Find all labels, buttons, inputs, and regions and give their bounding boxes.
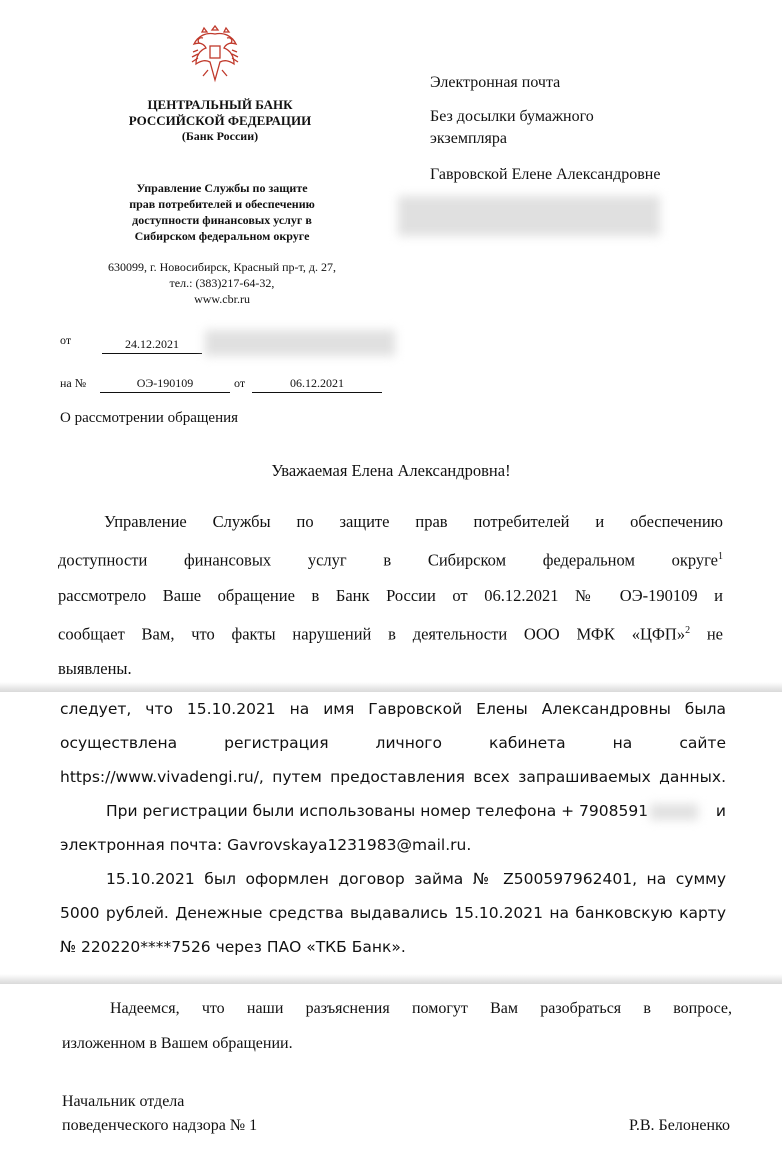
ref-from-label: от (234, 376, 246, 390)
text-line: 5000 рублей. Денежные средства выдавались 15.10.2021 на банковскую карту (60, 904, 726, 922)
ref-label: на № (60, 376, 87, 390)
text-line (58, 539, 723, 578)
paragraph-main (58, 504, 723, 686)
paragraph-details (60, 692, 726, 964)
recipient-channel: Электронная почта (430, 74, 561, 91)
address-line: www.cbr.ru (194, 292, 250, 306)
greeting: Уважаемая Елена Александровна! (271, 461, 511, 480)
recipient-name: Гавровской Елене Александровне (430, 166, 661, 183)
text-line: 15.10.2021 был оформлен договор займа № Z500597962401, на сумму (106, 870, 726, 888)
text-line: Надеемся, что наши разъяснения помогут Вам разобраться в вопросе, (110, 1000, 732, 1017)
ref-number: ОЭ-190109 (100, 376, 230, 393)
bank-name (100, 97, 340, 129)
recipient-delivery-line: Без досылки бумажного (430, 108, 594, 125)
text-span: и (715, 802, 726, 820)
text-line (60, 794, 726, 828)
redacted-number (205, 330, 395, 356)
department-name (98, 180, 346, 244)
redacted-recipient-address (398, 196, 660, 236)
ref-date: 06.12.2021 (252, 376, 382, 393)
text-line: осуществлена регистрация личного кабинета на сайте (60, 734, 726, 752)
subject-line: О рассмотрении обращения (60, 410, 239, 426)
recipient-delivery-line: экземпляра (430, 130, 507, 147)
text-line: Управление Службы по защите прав потребителей и обеспечению (104, 512, 723, 531)
text-span: не (690, 624, 724, 643)
paragraph-closing (62, 991, 732, 1061)
text-line (58, 613, 723, 652)
text-line: https://www.vivadengi.ru/, путем предоставления всех запрашиваемых данных. (60, 768, 726, 786)
footnote-ref: 2 (685, 624, 691, 636)
text-line: электронная почта: Gavrovskaya1231983@mail.ru. (60, 836, 472, 854)
department-line: прав потребителей и обеспечению (129, 197, 315, 211)
text-line: выявлены. (58, 659, 132, 678)
page-fragment-divider (0, 682, 782, 692)
department-line: Управление Службы по защите (136, 181, 308, 195)
text-line: № 220220****7526 через ПАО «ТКБ Банк». (60, 938, 406, 956)
eagle-emblem-icon (186, 20, 244, 86)
signatory-title (62, 1090, 257, 1138)
text-span: При регистрации были использованы номер телефона + 7908591 (106, 802, 649, 820)
signatory-name: Р.В. Белоненко (628, 1117, 730, 1134)
department-line: доступности финансовых услуг в (132, 213, 312, 227)
page-fragment-divider (0, 974, 782, 984)
address-line: тел.: (383)217-64-32, (169, 276, 275, 290)
from-label: от (60, 333, 72, 347)
recipient-delivery (430, 106, 594, 150)
letter-date: 24.12.2021 (102, 337, 202, 354)
text-line: рассмотрело Ваше обращение в Банк России от 06.12.2021 № ОЭ-190109 и (58, 585, 723, 605)
footnote-ref: 1 (718, 551, 723, 562)
text-span: сообщает Вам, что факты нарушений в деятельности ООО МФК «ЦФП» (58, 624, 686, 643)
text-span: доступности финансовых услуг в Сибирском федеральном округе (58, 550, 718, 570)
department-address (84, 259, 360, 307)
department-line: Сибирском федеральном округе (134, 229, 310, 243)
redacted-phone-digits (650, 804, 698, 820)
signatory-title-line: поведенческого надзора № 1 (62, 1117, 258, 1134)
address-line: 630099, г. Новосибирск, Красный пр-т, д. 27, (108, 260, 336, 274)
signatory-title-line: Начальник отдела (62, 1093, 185, 1110)
text-line: следует, что 15.10.2021 на имя Гавровской Елены Александровны была (60, 700, 726, 718)
text-line: изложенном в Вашем обращении. (62, 1035, 293, 1052)
bank-name-line1: ЦЕНТРАЛЬНЫЙ БАНК (147, 97, 293, 112)
bank-short-name: (Банк России) (181, 129, 259, 143)
bank-name-line2: РОССИЙСКОЙ ФЕДЕРАЦИИ (128, 113, 312, 128)
